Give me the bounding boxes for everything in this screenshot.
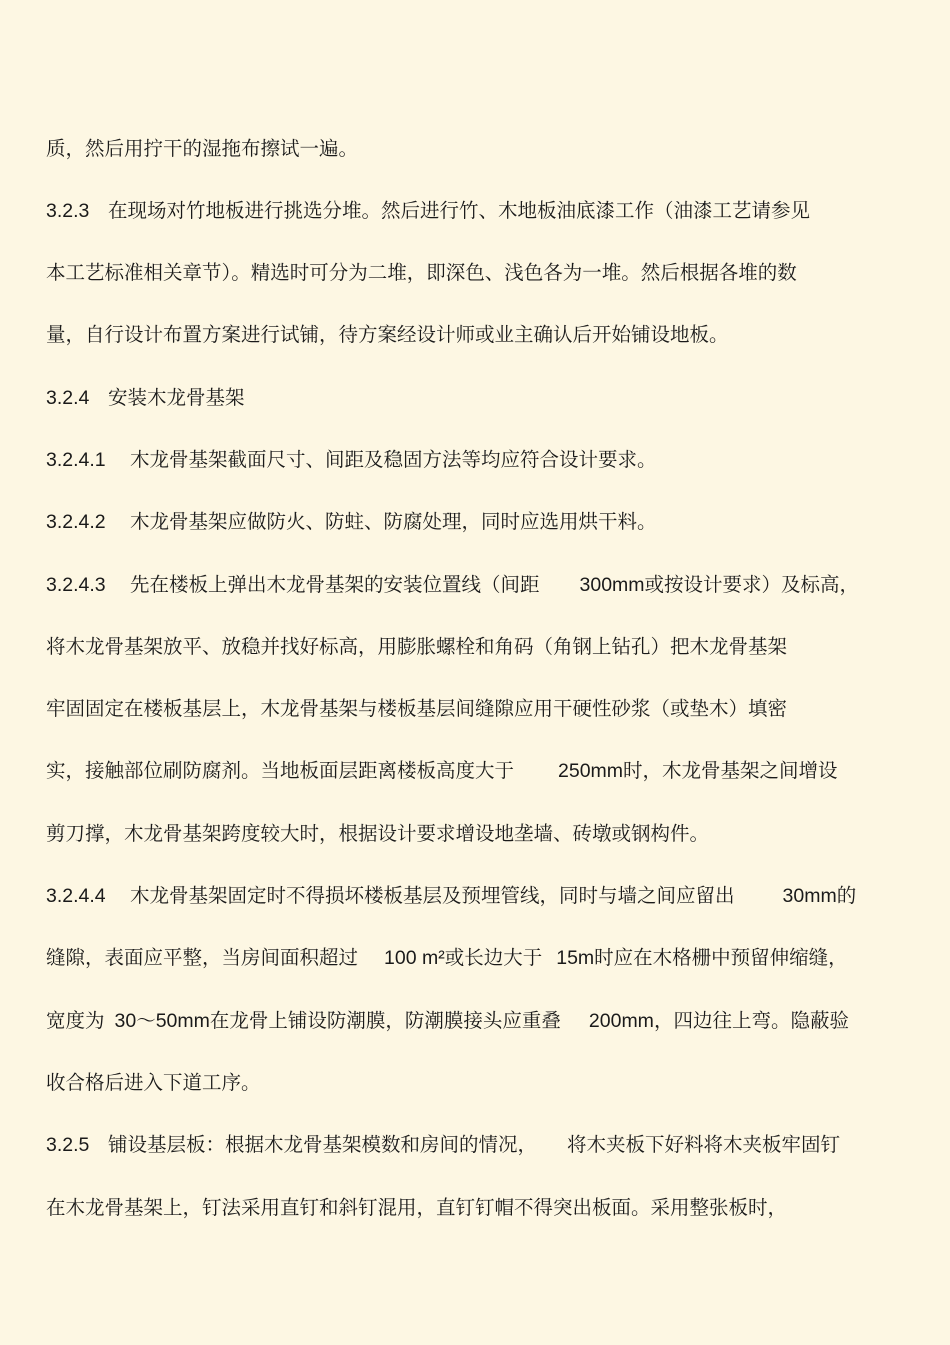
line-text: 或长边大于	[444, 946, 543, 969]
text-line	[46, 1130, 916, 1160]
text-line	[46, 196, 916, 226]
line-text: 本工艺标准相关章节）。精选时可分为二堆，即深色、浅色各为一堆。然后根据各堆的数	[46, 261, 797, 284]
line-text: 或按设计要求）及标高，	[644, 573, 860, 596]
text-line	[46, 819, 916, 849]
line-text: 宽度为	[46, 1009, 105, 1032]
line-text: 时，木龙骨基架之间增设	[623, 759, 838, 782]
section-heading	[46, 383, 916, 413]
line-text: 时应在木格栅中预留伸缩缝，	[594, 946, 848, 969]
line-text: 牢固固定在楼板基层上，木龙骨基架与楼板基层间缝隙应用干硬性砂浆（或垫木）填密	[46, 697, 788, 720]
line-text: 先在楼板上弹出木龙骨基架的安装位置线（间距	[130, 573, 540, 596]
section-number: 3.2.4.2	[46, 511, 106, 533]
section-number: 3.2.3	[46, 200, 90, 222]
text-line	[46, 1068, 916, 1098]
measurement: 200mm	[588, 1010, 654, 1032]
line-text: 木龙骨基架固定时不得损坏楼板基层及预埋管线，同时与墙之间应留出	[130, 884, 735, 907]
heading-text: 安装木龙骨基架	[108, 386, 245, 409]
line-text: 铺设基层板：根据木龙骨基架模数和房间的情况，	[108, 1133, 538, 1156]
line-text: 收合格后进入下道工序。	[46, 1071, 261, 1094]
section-number: 3.2.4.3	[46, 574, 106, 596]
measurement: 300mm	[579, 574, 645, 596]
line-text: 缝隙，表面应平整，当房间面积超过	[46, 946, 359, 969]
line-text: 剪刀撑，木龙骨基架跨度较大时，根据设计要求增设地垄墙、砖墩或钢构件。	[46, 822, 710, 845]
text-line	[46, 258, 916, 288]
text-line	[46, 943, 916, 973]
line-text: 质，然后用拧干的湿拖布擦试一遍。	[46, 137, 359, 160]
line-text: 量，自行设计布置方案进行试铺，待方案经设计师或业主确认后开始铺设地板。	[46, 323, 729, 346]
section-number: 3.2.4.1	[46, 449, 106, 471]
line-text: 在木龙骨基架上，钉法采用直钉和斜钉混用，直钉钉帽不得突出板面。采用整张板时，	[46, 1196, 788, 1219]
section-number: 3.2.5	[46, 1134, 90, 1156]
measurement: 15m	[556, 947, 595, 969]
text-line	[46, 570, 916, 600]
text-line	[46, 1193, 916, 1223]
measurement: 100 m²	[384, 947, 445, 969]
line-text: 将木龙骨基架放平、放稳并找好标高，用膨胀螺栓和角码（角钢上钻孔）把木龙骨基架	[46, 635, 788, 658]
text-line	[46, 445, 916, 475]
text-line	[46, 694, 916, 724]
line-text: 的	[836, 884, 857, 907]
text-line	[46, 632, 916, 662]
text-line	[46, 134, 916, 164]
line-text: 木龙骨基架截面尺寸、间距及稳固方法等均应符合设计要求。	[130, 448, 657, 471]
measurement: 30～50mm	[114, 1010, 210, 1032]
text-line	[46, 881, 916, 911]
line-text: 将木夹板下好料将木夹板牢固钉	[567, 1133, 841, 1156]
text-line	[46, 1006, 916, 1036]
measurement: 250mm	[558, 760, 624, 782]
line-text: 在现场对竹地板进行挑选分堆。然后进行竹、木地板油底漆工作（油漆工艺请参见	[108, 199, 811, 222]
line-text: ，四边往上弯。隐蔽验	[653, 1009, 849, 1032]
section-number: 3.2.4.4	[46, 885, 106, 907]
text-line	[46, 507, 916, 537]
measurement: 30mm	[782, 885, 837, 907]
line-text: 木龙骨基架应做防火、防蛀、防腐处理，同时应选用烘干料。	[130, 510, 657, 533]
line-text: 实，接触部位刷防腐剂。当地板面层距离楼板高度大于	[46, 759, 515, 782]
text-line	[46, 320, 916, 350]
text-line	[46, 756, 916, 786]
line-text: 在龙骨上铺设防潮膜，防潮膜接头应重叠	[209, 1009, 561, 1032]
section-number: 3.2.4	[46, 387, 90, 409]
